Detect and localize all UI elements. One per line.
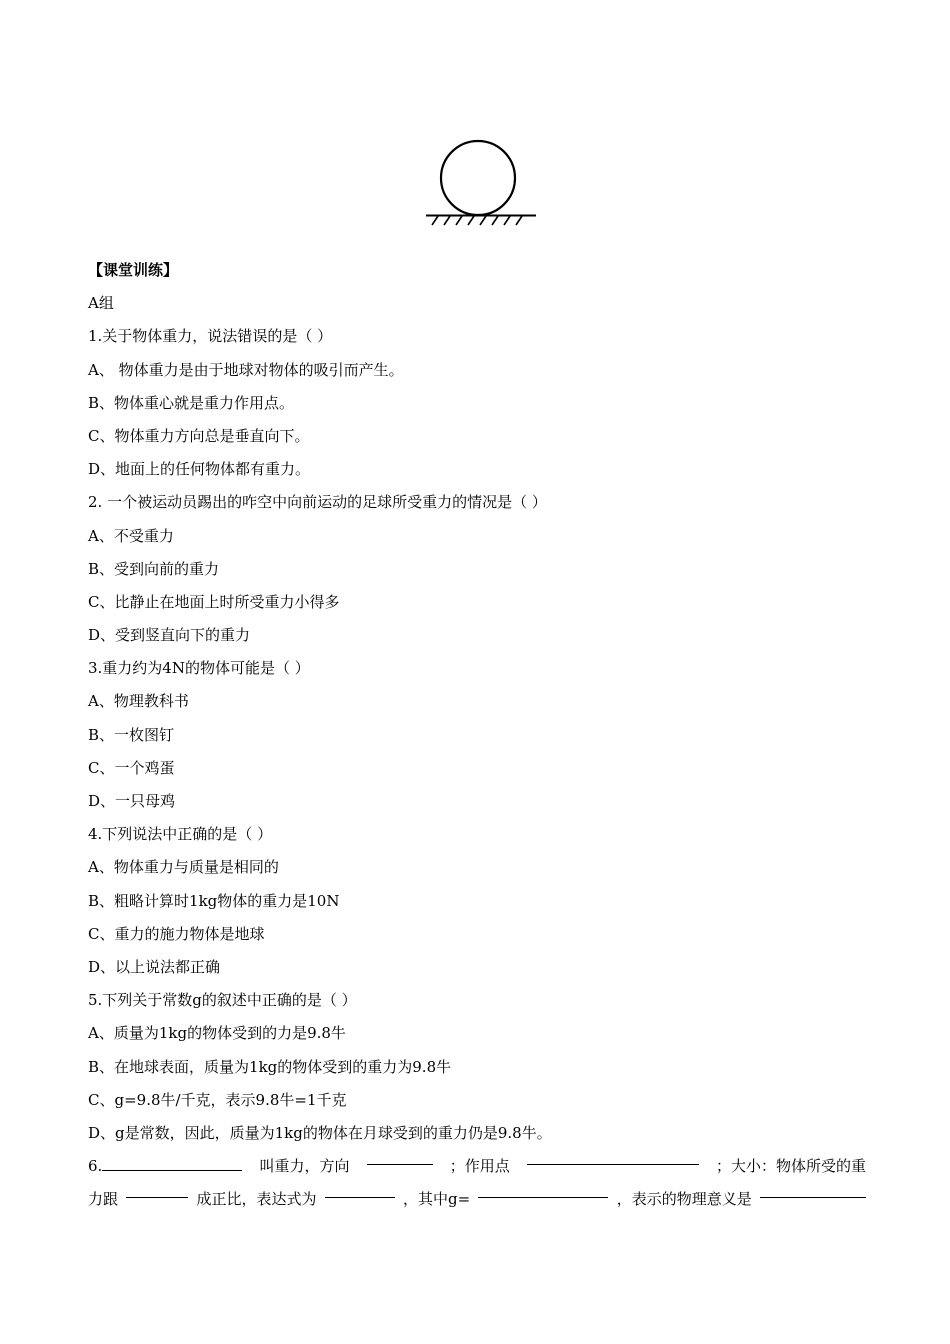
question-4-option-b: B、粗略计算时1kg物体的重力是10N xyxy=(88,891,340,910)
question-2-stem: 2. 一个被运动员踢出的咋空中向前运动的足球所受重力的情况是（ ） xyxy=(88,493,547,512)
question-6-text-4: 力跟 xyxy=(88,1190,119,1209)
question-6-text-5: 成正比，表达式为 xyxy=(196,1190,317,1209)
blank-expression[interactable] xyxy=(325,1183,395,1198)
question-5-option-c: C、g=9.8牛/千克，表示9.8牛=1千克 xyxy=(88,1090,347,1109)
blank-physical-meaning[interactable] xyxy=(760,1183,866,1198)
question-5-option-a: A、质量为1kg的物体受到的力是9.8牛 xyxy=(88,1024,346,1043)
question-2-option-c: C、比静止在地面上时所受重力小得多 xyxy=(88,592,340,611)
question-6-text-1: 叫重力，方向 xyxy=(259,1157,350,1176)
question-4-option-d: D、以上说法都正确 xyxy=(88,957,221,976)
question-2-option-a: A、不受重力 xyxy=(88,526,174,545)
question-1-option-d: D、地面上的任何物体都有重力。 xyxy=(88,460,311,479)
exercise-content xyxy=(88,254,868,1216)
question-5-option-d: D、g是常数，因此，质量为1kg的物体在月球受到的重力仍是9.8牛。 xyxy=(88,1123,552,1142)
question-4-option-a: A、物体重力与质量是相同的 xyxy=(88,858,279,877)
question-3-option-a: A、物理教科书 xyxy=(88,692,189,711)
blank-direction[interactable] xyxy=(367,1150,433,1165)
question-6-text-3: ；大小：物体所受的重 xyxy=(715,1157,866,1176)
blank-application-point[interactable] xyxy=(527,1150,699,1165)
question-6-line-2 xyxy=(88,1183,866,1216)
blank-proportional-to[interactable] xyxy=(126,1183,188,1198)
question-3-option-c: C、一个鸡蛋 xyxy=(88,758,175,777)
question-3-stem: 3.重力约为4N的物体可能是（ ） xyxy=(88,659,310,678)
question-5-option-b: B、在地球表面，质量为1kg的物体受到的重力为9.8牛 xyxy=(88,1057,452,1076)
question-6-number: 6. xyxy=(88,1150,242,1183)
question-2-option-d: D、受到竖直向下的重力 xyxy=(88,626,251,645)
question-6-text-7: ，表示的物理意义是 xyxy=(616,1190,752,1209)
ball-on-ground-figure xyxy=(418,136,540,232)
blank-g-value[interactable] xyxy=(478,1183,608,1198)
question-6-text-2: ；作用点 xyxy=(449,1157,510,1176)
question-1-stem: 1.关于物体重力，说法错误的是（ ） xyxy=(88,327,333,346)
question-1-option-c: C、物体重力方向总是垂直向下。 xyxy=(88,426,310,445)
ball-circle xyxy=(441,141,515,215)
blank-definition[interactable] xyxy=(102,1156,242,1171)
question-4-option-c: C、重力的施力物体是地球 xyxy=(88,924,265,943)
group-label: A组 xyxy=(88,294,114,313)
question-1-option-b: B、物体重心就是重力作用点。 xyxy=(88,393,295,412)
question-6-text-6: ，其中g= xyxy=(403,1190,471,1209)
section-title: 【课堂训练】 xyxy=(88,261,179,279)
question-4-stem: 4.下列说法中正确的是（ ） xyxy=(88,825,273,844)
question-1-option-a: A、 物体重力是由于地球对物体的吸引而产生。 xyxy=(88,360,404,379)
question-3-option-d: D、一只母鸡 xyxy=(88,792,176,810)
question-5-stem: 5.下列关于常数g的叙述中正确的是（ ） xyxy=(88,991,357,1010)
question-3-option-b: B、一枚图钉 xyxy=(88,725,175,744)
question-2-option-b: B、受到向前的重力 xyxy=(88,559,220,578)
question-6-line-1 xyxy=(88,1150,866,1183)
ground-hatching xyxy=(432,216,522,225)
